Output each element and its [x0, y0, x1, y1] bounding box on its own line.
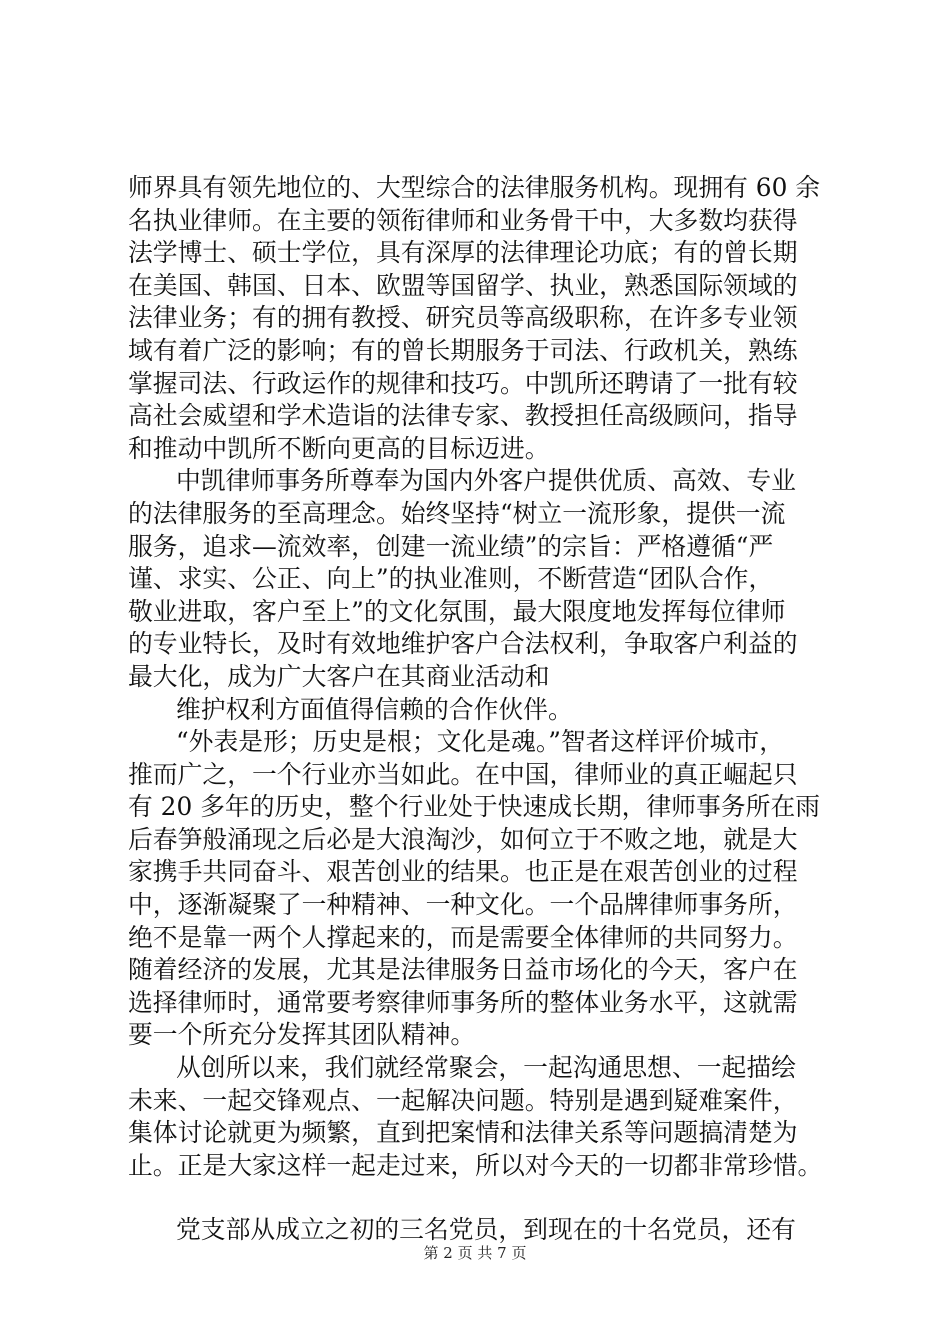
text-line: 推而广之，一个行业亦当如此。在中国，律师业的真正崛起只 — [128, 759, 798, 789]
text-line: 后春笋般涌现之后必是大浪淘沙，如何立于不败之地，就是大 — [128, 824, 798, 854]
text-line: 中凯律师事务所尊奉为国内外客户提供优质、高效、专业 — [176, 466, 796, 496]
text-line: 党支部从成立之初的三名党员，到现在的十名党员，还有 — [176, 1215, 796, 1245]
paragraph-gap — [128, 1182, 840, 1214]
text-line: 要一个所充分发挥其团队精神。 — [128, 1020, 476, 1050]
text-line: 法律业务；有的拥有教授、研究员等高级职称，在许多专业领 — [128, 303, 798, 333]
text-line: “外表是形；历史是根；文化是魂。”智者这样评价城市， — [176, 727, 785, 757]
text-line: 最大化，成为广大客户在其商业活动和 — [128, 661, 550, 691]
page-footer: 第 2 页 共 7 页 — [423, 1244, 527, 1262]
text-line: 在美国、韩国、日本、欧盟等国留学、执业，熟悉国际领域的 — [128, 270, 798, 300]
text-line: 服务，追求—流效率，创建一流业绩”的宗旨：严格遵循“严 — [128, 531, 774, 561]
text-line: 选择律师时，通常要考察律师事务所的整体业务水平，这就需 — [128, 987, 798, 1017]
text-line: 家携手共同奋斗、艰苦创业的结果。也正是在艰苦创业的过程 — [128, 857, 798, 887]
text-line: 未来、一起交锋观点、一起解决问题。特别是遇到疑难案件， — [128, 1085, 798, 1115]
text-line: 从创所以来，我们就经常聚会，一起沟通思想、一起描绘 — [176, 1053, 796, 1083]
text-line: 有 20 多年的历史，整个行业处于快速成长期，律师事务所在雨 — [128, 792, 821, 822]
text-line: 高社会威望和学术造诣的法律专家、教授担任高级顾问，指导 — [128, 401, 798, 431]
text-line: 绝不是靠一两个人撑起来的，而是需要全体律师的共同努力。 — [128, 922, 798, 952]
text-line: 中，逐渐凝聚了一种精神、一种文化。一个品牌律师事务所， — [128, 890, 798, 920]
text-line: 的专业特长，及时有效地维护客户合法权利，争取客户利益的 — [128, 629, 798, 659]
document-body — [128, 172, 840, 1247]
text-line: 名执业律师。在主要的领衔律师和业务骨干中，大多数均获得 — [128, 205, 798, 235]
text-line: 维护权利方面值得信赖的合作伙伴。 — [176, 694, 573, 724]
text-line: 集体讨论就更为频繁，直到把案情和法律关系等问题搞清楚为 — [128, 1118, 798, 1148]
text-line: 和推动中凯所不断向更高的目标迈进。 — [128, 433, 550, 463]
text-line: 师界具有领先地位的、大型综合的法律服务机构。现拥有 60 余 — [128, 173, 821, 202]
text-line: 的法律服务的至高理念。始终坚持“树立一流形象，提供一流 — [128, 498, 786, 528]
text-line: 法学博士、硕士学位，具有深厚的法律理论功底；有的曾长期 — [128, 238, 798, 268]
text-line: 敬业进取，客户至上”的文化氛围，最大限度地发挥每位律师 — [128, 596, 786, 626]
text-line: 止。正是大家这样一起走过来，所以对今天的一切都非常珍惜。 — [128, 1150, 823, 1180]
text-line: 掌握司法、行政运作的规律和技巧。中凯所还聘请了一批有较 — [128, 368, 798, 398]
text-line: 域有着广泛的影响；有的曾长期服务于司法、行政机关，熟练 — [128, 335, 798, 365]
text-line: 谨、求实、公正、向上”的执业准则，不断营造“团队合作， — [128, 564, 774, 594]
text-line: 随着经济的发展，尤其是法律服务日益市场化的今天，客户在 — [128, 955, 798, 985]
